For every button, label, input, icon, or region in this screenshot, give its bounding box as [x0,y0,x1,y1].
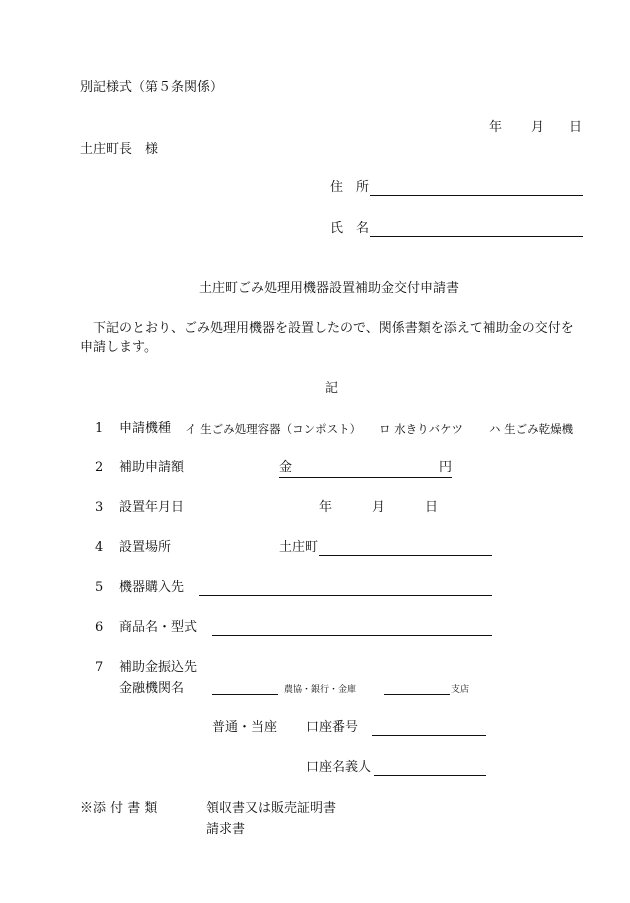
install-year-label: 年 [319,500,333,515]
town-prefix: 土庄町 [279,540,319,555]
option-ha-dryer[interactable]: ハ 生ごみ乾燥機 [489,422,574,436]
address-line[interactable] [370,195,583,196]
item-1-label: 申請機種 [119,421,172,436]
branch-label: 支店 [451,685,470,695]
address-label: 住 所 [330,180,370,195]
install-month-label: 月 [372,500,386,515]
option-ro-drain-bucket[interactable]: ロ 水きりバケツ [379,422,464,436]
item-3-label: 設置年月日 [119,500,185,515]
item-4-label: 設置場所 [119,540,172,555]
install-location-line[interactable] [319,555,492,556]
option-i-composter[interactable]: イ 生ごみ処理容器（コンポスト） [185,422,362,436]
attachments-label: ※添 付 書 類 [80,801,158,816]
item-5-label: 機器購入先 [119,580,185,595]
account-holder-line[interactable] [374,775,486,776]
item-2-label: 補助申請額 [119,460,185,475]
item-5-number: 5 [95,580,104,595]
bank-name-label: 金融機関名 [119,681,185,696]
addressee: 土庄町長 様 [80,142,159,157]
account-number-label: 口座番号 [306,720,359,735]
name-line[interactable] [370,236,583,237]
branch-name-line[interactable] [384,694,450,695]
attachment-invoice: 請求書 [206,822,246,837]
date-year-label: 年 [489,120,503,135]
account-number-line[interactable] [372,735,486,736]
date-day-label: 日 [569,120,583,135]
account-holder-label: 口座名義人 [306,760,372,775]
install-day-label: 日 [425,500,439,515]
item-6-label: 商品名・型式 [119,620,198,635]
name-label: 氏 名 [330,221,370,236]
item-6-number: 6 [95,620,104,635]
attachment-receipt: 領収書又は販売証明書 [206,801,337,816]
item-3-number: 3 [95,500,104,515]
item-7-label: 補助金振込先 [119,660,198,675]
item-7-number: 7 [95,660,104,675]
ki-heading: 記 [325,381,339,396]
item-1-number: 1 [95,421,104,436]
item-4-number: 4 [95,540,104,555]
en-label: 円 [439,460,453,475]
vendor-line[interactable] [199,595,492,596]
kin-label: 金 [279,460,293,475]
item-2-number: 2 [95,460,104,475]
bank-types: 農協・銀行・金庫 [284,685,357,695]
body-text: 下記のとおり、ごみ処理用機器を設置したので、関係書類を添えて補助金の交付を申請します。 [80,321,574,355]
product-model-line[interactable] [212,635,492,636]
date-month-label: 月 [531,120,545,135]
form-reference: 別記様式（第５条関係） [80,80,224,95]
bank-name-line[interactable] [212,694,278,695]
form-title: 土庄町ごみ処理用機器設置補助金交付申請書 [199,281,460,296]
amount-field[interactable] [279,460,452,478]
account-type[interactable]: 普通・当座 [212,720,278,735]
